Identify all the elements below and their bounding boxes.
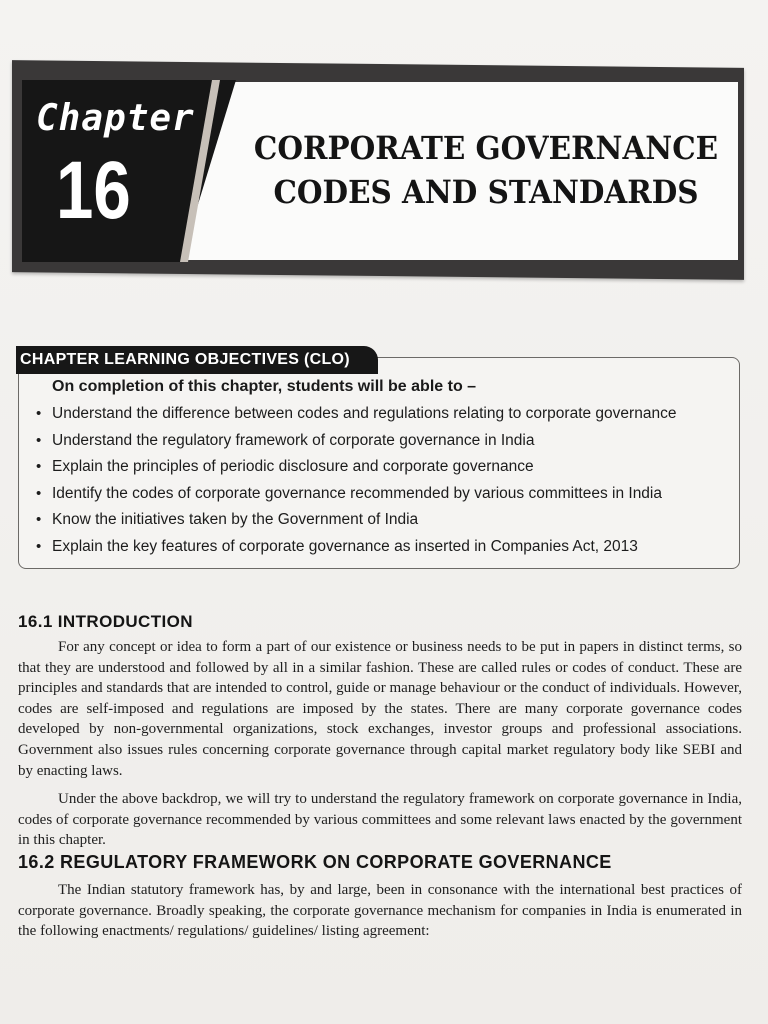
- section-heading-regulatory-framework: 16.2 REGULATORY FRAMEWORK ON CORPORATE GOVERNANCE: [18, 852, 612, 872]
- learning-objectives-heading: CHAPTER LEARNING OBJECTIVES (CLO): [16, 346, 378, 374]
- chapter-title-line-1: CORPORATE GOVERNANCE: [253, 129, 719, 167]
- learning-objectives-list: [36, 404, 740, 563]
- objective-item: [36, 457, 740, 484]
- chapter-banner: [12, 64, 744, 276]
- bullet-icon: •: [36, 458, 42, 475]
- chapter-title-line-2: CODES AND STANDARDS: [273, 173, 699, 211]
- objective-text: Know the initiatives taken by the Government of India: [52, 511, 419, 528]
- bullet-icon: •: [36, 405, 42, 422]
- objective-text: Understand the regulatory framework of corporate governance in India: [52, 431, 535, 449]
- chapter-number: 16: [56, 145, 131, 236]
- chapter-label: Chapter: [36, 98, 195, 139]
- introduction-paragraph-1: For any concept or idea to form a part of our existence or business needs to be put in papers in distinct terms, so that they are understood and followed by all in a similar fashion. These are called rules or codes of conduct. These are principles and standards that are intended to control, guide or manage behaviour or the conduct of individuals. However, codes are self-imposed and regulations are imposed by the states. There are many corporate governance codes developed by non-governmental organizations, stock exchanges, investor groups and professional associations. Government also issues rules concerning corporate governance through capital market regulatory body like SEBI and by enacting laws.: [18, 639, 742, 779]
- chapter-title: [247, 126, 725, 214]
- introduction-paragraph-2: Under the above backdrop, we will try to understand the regulatory framework on corporate governance in India, codes of corporate governance recommended by various committees and some relevant laws enacted by the government in this chapter.: [18, 791, 742, 849]
- objective-text: Explain the principles of periodic disclosure and corporate governance: [52, 458, 534, 475]
- bullet-icon: •: [36, 484, 42, 502]
- objective-item: [36, 510, 740, 537]
- objective-text: Explain the key features of corporate governance as inserted in Companies Act, 2013: [52, 537, 638, 555]
- objective-item: [36, 537, 740, 564]
- objective-item: [36, 404, 740, 431]
- bullet-icon: •: [36, 511, 42, 528]
- objective-text: Understand the difference between codes and regulations relating to corporate governance: [52, 405, 677, 422]
- objective-text: Identify the codes of corporate governance recommended by various committees in India: [52, 484, 662, 502]
- bullet-icon: •: [36, 431, 42, 449]
- learning-objectives-intro: On completion of this chapter, students will be able to –: [52, 378, 477, 395]
- section-heading-introduction: 16.1 INTRODUCTION: [18, 612, 193, 631]
- objective-item: [36, 484, 740, 511]
- regulatory-framework-paragraph: The Indian statutory framework has, by and large, been in consonance with the international best practices of corporate governance. Broadly speaking, the corporate governance mechanism for companies in India is enumerated in the following enactments/ regulations/ guidelines/ listing agreement:: [18, 882, 742, 940]
- bullet-icon: •: [36, 537, 42, 555]
- objective-item: [36, 431, 740, 458]
